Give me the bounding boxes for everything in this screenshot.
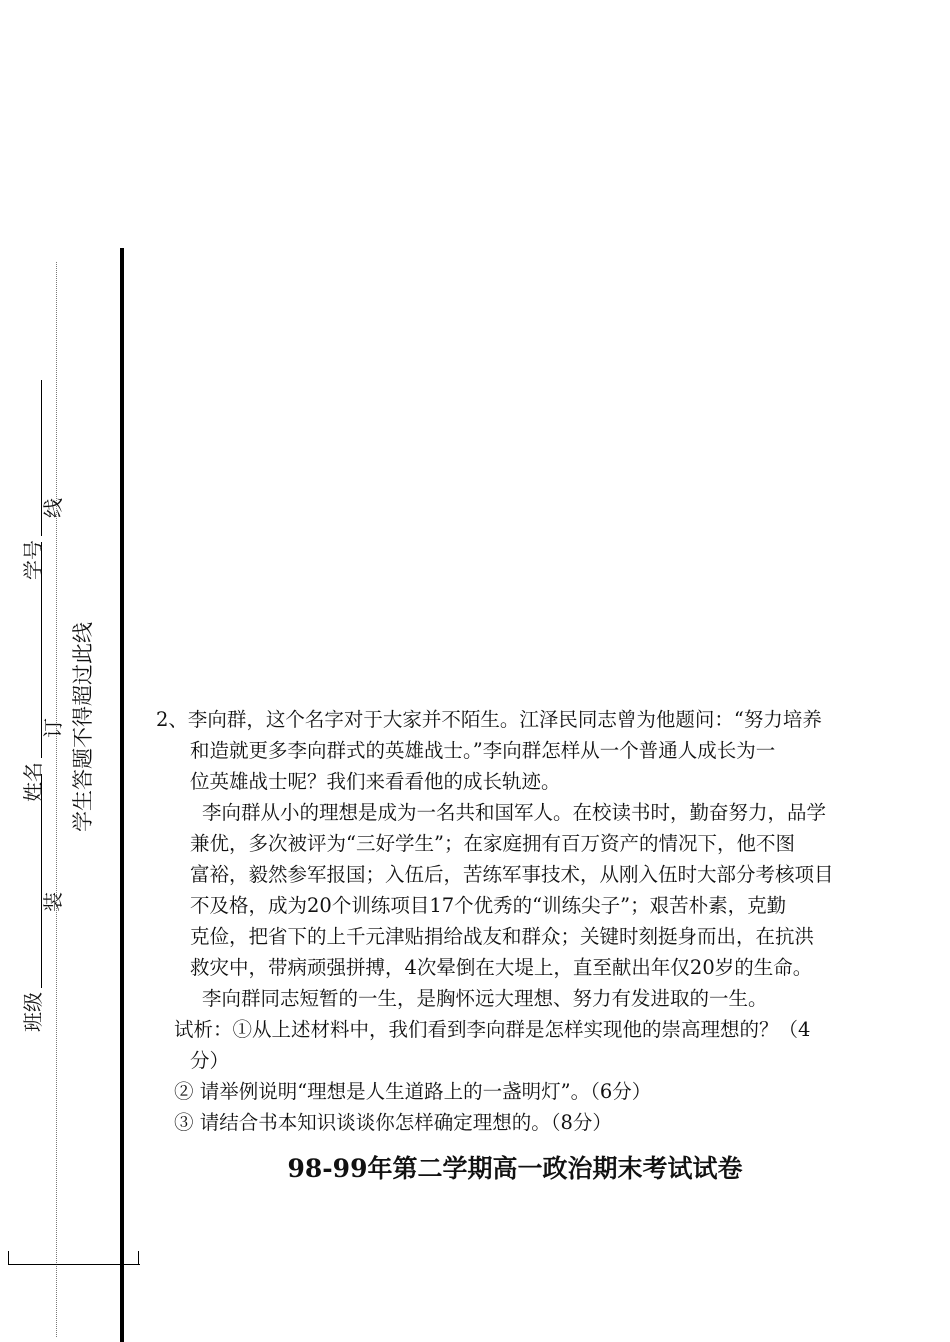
question-line: 2、李向群，这个名字对于大家并不陌生。江泽民同志曾为他题问：“努力培养 (156, 708, 822, 731)
question-line: 和造就更多李向群式的英雄战士。”李向群怎样从一个普通人成长为一 (190, 739, 776, 762)
question-line: 试析：①从上述材料中，我们看到李向群是怎样实现他的崇高理想的？（4 (174, 1018, 811, 1041)
question-line: 不及格，成为20个训练项目17个优秀的“训练尖子”；艰苦朴素，克勤 (190, 894, 787, 917)
student-id-label: 学号 (21, 540, 45, 580)
question-line: ② 请举例说明“理想是人生道路上的一盏明灯”。（6分） (174, 1080, 652, 1103)
bracket-right-tick (138, 1251, 139, 1265)
question-line: 救灾中，带病顽强拼搏，4次晕倒在大堤上，直至献出年仅20岁的生命。 (190, 956, 813, 979)
question-line: 位英雄战士呢？我们来看看他的成长轨迹。 (190, 770, 561, 793)
question-line: 分） (190, 1049, 230, 1072)
question-line: 富裕，毅然参军报国；入伍后，苦练军事技术，从刚入伍时大部分考核项目 (190, 863, 834, 886)
question-line: 李向群同志短暂的一生，是胸怀远大理想、努力有发进取的一生。 (202, 987, 768, 1010)
question-line: 李向群从小的理想是成为一名共和国军人。在校读书时，勤奋努力，品学 (202, 801, 827, 824)
mark-zhuang: 装 (41, 892, 65, 912)
class-label: 班级 (21, 992, 45, 1032)
mark-ding: 订 (41, 718, 65, 738)
question-line: 兼优，多次被评为“三好学生”；在家庭拥有百万资产的情况下，他不图 (190, 832, 795, 855)
question-line: ③ 请结合书本知识谈谈你怎样确定理想的。（8分） (174, 1111, 612, 1134)
binding-warning (68, 0, 98, 1060)
name-label: 姓名 (21, 762, 45, 802)
bracket-horizontal (8, 1264, 140, 1265)
exam-title: 98-99年第二学期高一政治期末考试试卷 (287, 1154, 743, 1183)
bracket-left-tick (8, 1251, 9, 1265)
binding-marks (38, 0, 68, 1060)
question-line: 克俭，把省下的上千元津贴捐给战友和群众；关键时刻挺身而出，在抗洪 (190, 925, 815, 948)
mark-xian: 线 (41, 498, 65, 518)
warning-text: 学生答题不得超过此线 (71, 622, 95, 832)
